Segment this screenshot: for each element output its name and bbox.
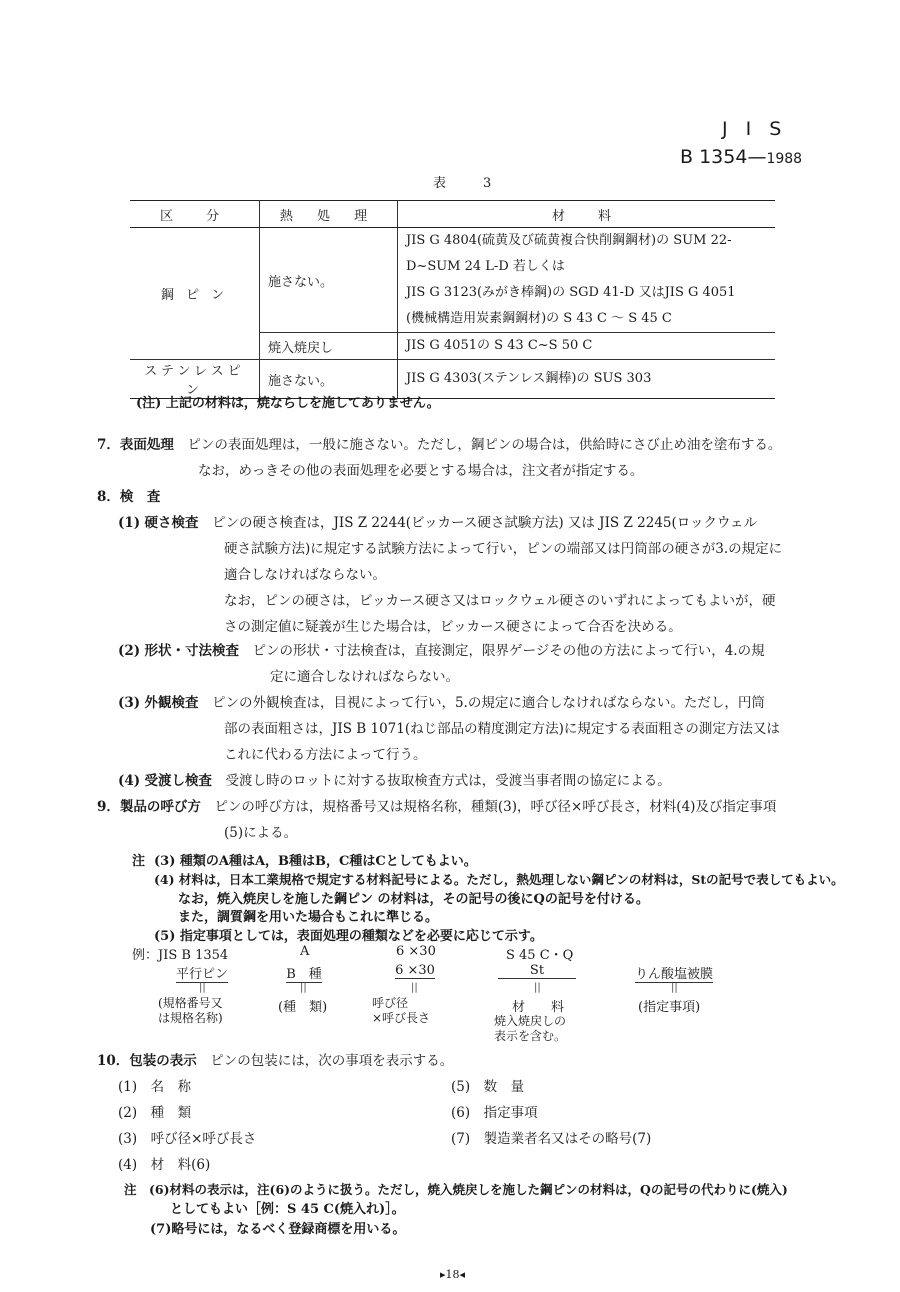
table-cell-treatment: 焼入焼戻し: [260, 333, 398, 360]
subsection-text: ピンの硬さ検査は，JIS Z 2244(ビッカース硬さ試験方法) 又は JIS Z 2245(ロックウェル: [211, 515, 757, 531]
example-material-2: St: [498, 963, 576, 979]
section-10: [97, 1048, 453, 1074]
table-cell-material: JIS G 4303(ステンレス鋼棒)の SUS 303: [398, 360, 776, 399]
table-header-cell: 材 料: [398, 201, 776, 228]
jis-label: J I S: [722, 118, 788, 140]
section-title: 表面処理: [119, 437, 174, 453]
subsection-title: 受渡し検査: [144, 773, 212, 789]
section-7: [97, 432, 781, 458]
table-header-cell: 区 分: [130, 201, 260, 228]
subsection-text: なお，ピンの硬さは，ビッカース硬さ又はロックウェル硬さのいずれによってもよいが，硬: [224, 593, 776, 609]
subsection-text: 硬さ試験方法)に規定する試験方法によって行い，ピンの端部又は円筒部の硬さが3.の規定に: [224, 541, 783, 557]
subsection-8-1: [118, 510, 757, 536]
section-number: 7．: [97, 437, 120, 453]
list-item: (6) 指定事項: [451, 1105, 538, 1121]
example-bracket-name: (規格番号又 は規格名称): [158, 996, 223, 1025]
subsection-8-3: [118, 690, 765, 716]
list-item: (7) 製造業者名又はその略号(7): [451, 1131, 652, 1147]
material-line: D~SUM 24 L-D 若しくは: [406, 259, 565, 274]
section-text: ピンの表面処理は，一般に施さない。ただし，鋼ピンの場合は，供給時にさび止め油を塗布する。: [187, 437, 782, 453]
section-number: 10．: [97, 1053, 130, 1069]
table-header-cell: 熱 処 理: [260, 201, 398, 228]
subsection-title: 外観検査: [144, 695, 199, 711]
material-line: JIS G 4804(硫黄及び硫黄複合快削鋼鋼材)の SUM 22-: [406, 233, 732, 248]
subsection-text: これに代わる方法によって行う。: [224, 747, 427, 763]
list-item: (2) 種 類: [118, 1105, 192, 1121]
standard-year: 1988: [766, 151, 803, 167]
list-item: (4) 材 料(6): [118, 1157, 211, 1173]
equals-mark: ||: [411, 982, 418, 993]
example-size-2: 6 ×30: [395, 963, 435, 978]
material-table: [130, 200, 775, 399]
list-item: (3) 呼び径×呼び長さ: [118, 1131, 257, 1147]
subsection-8-2: [118, 638, 765, 664]
example-label: 例：JIS B 1354: [132, 948, 229, 963]
subsection-text: 適合しなければならない。: [224, 567, 386, 583]
example-bracket-size: 呼び径 ×呼び長さ: [372, 996, 431, 1025]
section-9: [97, 794, 776, 820]
note-4-line: また，調質鋼を用いた場合もこれに準じる。: [178, 910, 439, 925]
table-note: (注) 上記の材料は，焼ならしを施してありません。: [136, 396, 440, 411]
table-cell-material: JIS G 4051の S 43 C~S 50 C: [398, 333, 776, 360]
section-8-heading: [97, 484, 160, 510]
subsection-title: 形状・寸法検査: [144, 643, 239, 659]
equals-mark: ||: [300, 982, 307, 993]
equals-mark: ||: [671, 982, 678, 993]
subsection-text: ピンの外観検査は，目視によって行い，5.の規定に適合しなければならない。ただし，円筒: [211, 695, 765, 711]
section-title: 検 査: [119, 489, 161, 505]
note-6-line: としてもよい［例：S 45 C(焼入れ)］。: [170, 1202, 405, 1217]
example-name: 平行ピン: [170, 963, 234, 983]
note-7: (7)略号には，なるべく登録商標を用いる。: [150, 1222, 406, 1237]
example-bracket-type: (種 類): [278, 1000, 328, 1015]
standard-number-main: B 1354: [680, 146, 748, 168]
table-header-row: [130, 201, 775, 228]
list-item: (1) 名 称: [118, 1079, 192, 1095]
note-4-line: なお，焼入焼戻しを施した鋼ピン の材料は，その記号の後にQの記号を付ける。: [178, 892, 649, 907]
subsection-number: (1): [118, 515, 141, 531]
example-material-label: 材 料: [512, 1000, 565, 1015]
table-title: 表 3: [433, 176, 504, 191]
section-text: (5)による。: [224, 825, 298, 841]
section-title: 製品の呼び方: [119, 799, 201, 815]
page-number: ▸18◂: [440, 1268, 466, 1281]
standard-number-dash: —: [747, 146, 767, 168]
note-3: (3) 種類のA種はA，B種はB，C種はCとしてもよい。: [154, 854, 477, 869]
subsection-text: ピンの形状・寸法検査は，直接測定，限界ゲージその他の方法によって行い，4.の規: [252, 643, 765, 659]
subsection-text: さの測定値に疑義が生じた場合は，ビッカース硬さによって合否を決める。: [224, 619, 682, 635]
subsection-text: 受渡し時のロットに対する抜取検査方式は，受渡当事者間の協定による。: [225, 773, 671, 789]
equals-mark: ||: [534, 982, 541, 993]
subsection-8-4: [118, 768, 671, 794]
subsection-text: 部の表面粗さは，JIS B 1071(ねじ部品の精度測定方法)に規定する表面粗さの測定方法又は: [224, 721, 780, 737]
standard-number: [680, 146, 802, 168]
section-number: 8．: [97, 489, 120, 505]
table-cell-category: ステンレスピン: [130, 360, 260, 399]
subsection-number: (2): [118, 643, 141, 659]
table-cell-treatment: 施さない。: [260, 360, 398, 399]
example-bracket-designation: (指定事項): [638, 1000, 701, 1015]
section-text: なお，めっきその他の表面処理を必要とする場合は，注文者が指定する。: [198, 463, 644, 479]
section-number: 9．: [97, 799, 120, 815]
note-4: (4) 材料は，日本工業規格で規定する材料記号による。ただし，熱処理しない鋼ピンの材料は，Stの記号で表してもよい。: [154, 872, 844, 887]
example-bracket-material: 焼入焼戻しの 表示を含む。: [494, 1014, 567, 1043]
subsection-number: (3): [118, 695, 141, 711]
table-cell-material: [398, 228, 776, 333]
table-cell-treatment: 施さない。: [260, 228, 398, 333]
subsection-number: (4): [118, 773, 141, 789]
table-row: [130, 228, 775, 333]
section-text: ピンの包装には，次の事項を表示する。: [210, 1053, 454, 1069]
material-line: JIS G 3123(みがき棒鋼)の SGD 41-D 又はJIS G 4051: [406, 285, 736, 300]
example-type: B 種: [282, 963, 326, 983]
example-size: 6 ×30: [396, 944, 436, 959]
subsection-text: 定に適合しなければならない。: [270, 669, 459, 685]
example-material: S 45 C・Q: [506, 948, 574, 963]
note-lead: 注: [132, 854, 146, 869]
section-title: 包装の表示: [129, 1053, 197, 1069]
note-5: (5) 指定事項としては，表面処理の種類などを必要に応じて示す。: [154, 929, 543, 944]
list-item: (5) 数 量: [451, 1079, 525, 1095]
note-6: 注 (6)材料の表示は，注(6)のように扱う。ただし，焼入焼戻しを施した鋼ピンの材料は，Qの記号の代わりに(焼入): [124, 1182, 788, 1197]
material-line: (機械構造用炭素鋼鋼材)の S 43 C ～ S 45 C: [406, 311, 672, 326]
section-text: ピンの呼び方は，規格番号又は規格名称，種類(3)，呼び径×呼び長さ，材料(4)及び指定事項: [214, 799, 777, 815]
subsection-title: 硬さ検査: [144, 515, 199, 531]
example-designation: りん酸塩被膜: [634, 963, 714, 983]
table-cell-category: 鋼 ピ ン: [130, 228, 260, 360]
example-type-code: A: [300, 944, 310, 959]
equals-mark: ||: [199, 982, 206, 993]
